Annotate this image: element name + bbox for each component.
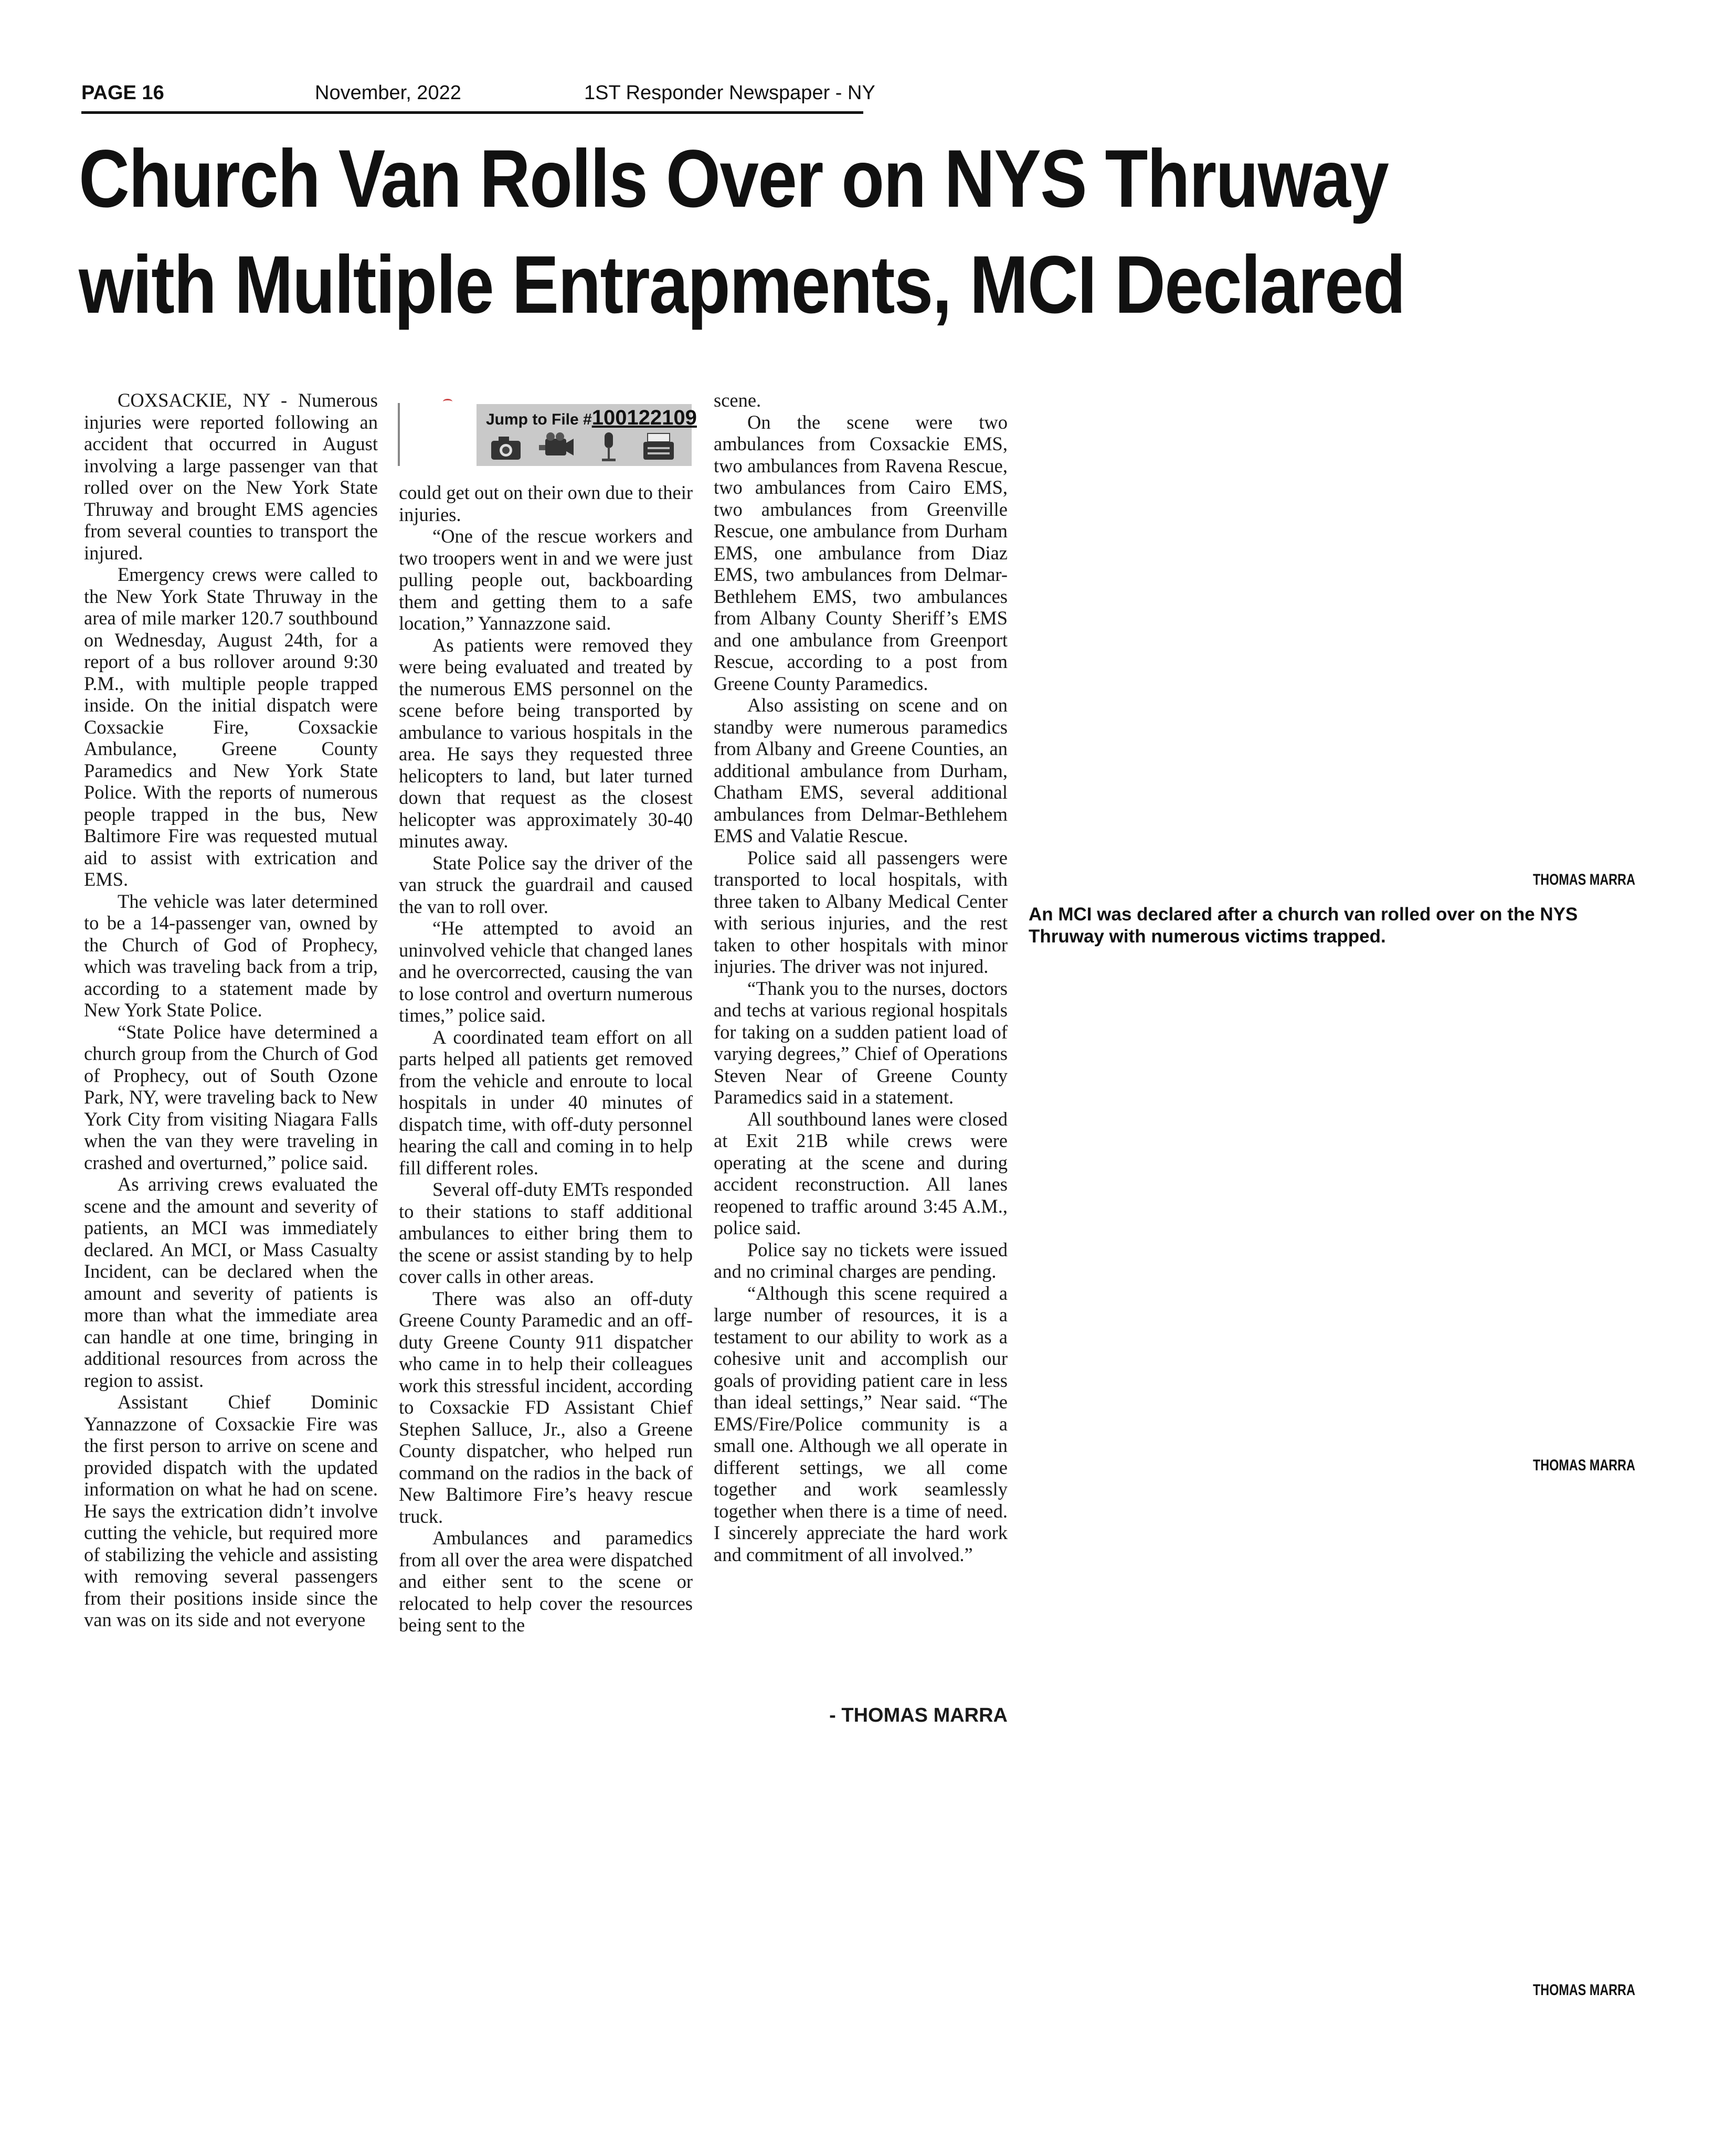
issue-date: November, 2022	[315, 82, 461, 104]
photo-credit: THOMAS MARRA	[1533, 1981, 1635, 1999]
jump-panel[interactable]	[477, 404, 697, 466]
paragraph: As patients were removed they were being evaluated and treated by the numerous EMS personnel on the scene before being transported by ambulance to various hospitals in the area. He says they requested three helicopters to land, but later turned down that request as the closest helicopter was approximately 30-40 minutes away.	[399, 634, 693, 852]
paragraph: “One of the rescue workers and two troopers went in and we were just pulling people out, backboarding them and getting them to a safe location,” Yannazzone said.	[399, 525, 693, 634]
paragraph: scene.	[714, 389, 761, 411]
paragraph: A coordinated team effort on all parts helped all patients get removed from the vehicle and enroute to local hospitals in under 40 minutes of dispatch time, with off-duty personnel hearing the call and coming in to help fill different roles.	[399, 1026, 693, 1179]
file-number: 100122109	[591, 406, 697, 429]
jump-label-text: Jump to File #	[486, 411, 592, 428]
jump-to-file-box[interactable]	[398, 399, 697, 467]
headline-line-2: with Multiple Entrapments, MCI Declared	[79, 239, 1405, 331]
jump-label	[486, 406, 697, 430]
typewriter-icon	[640, 431, 677, 463]
headline	[79, 126, 1455, 338]
paragraph: Police said all passengers were transported to local hospitals, with three taken to Albany Medical Center with serious injuries, and the rest taken to other hospitals with minor injuries. The driver was not injured.	[714, 846, 1008, 977]
paragraph: State Police say the driver of the van struck the guardrail and caused the van to roll over.	[399, 852, 693, 917]
paragraph: Several off-duty EMTs responded to their stations to staff additional ambulances to either bring them to the scene or assist standing by to help cover calls in other areas.	[399, 1179, 693, 1287]
photo-caption: An MCI was declared after a church van rolled over on the NYS Thruway with numerous victims trapped.	[1029, 904, 1578, 947]
paragraph: Also assisting on scene and on standby were numerous paramedics from Albany and Greene Counties, an additional ambulance from Durham, Chatham EMS, several additional ambulances from Delmar-Bethlehem EMS and Valatie Rescue.	[714, 694, 1008, 846]
paragraph: All southbound lanes were closed at Exit 21B while crews were operating at the scene and during accident reconstruction. All lanes reopened to traffic around 3:45 A.M., police said.	[714, 1108, 1008, 1238]
microphone-icon	[590, 431, 627, 463]
media-icons	[488, 431, 682, 463]
paragraph: “State Police have determined a church group from the Church of God of Prophecy, out of South Ozone Park, NY, were traveling back to New York City from visiting Niagara Falls when the van they were traveling in crashed and overturned,” police said.	[84, 1021, 378, 1173]
publication-name	[584, 82, 875, 104]
headline-line-1: Church Van Rolls Over on NYS Thruway	[79, 133, 1389, 225]
video-camera-icon	[538, 431, 575, 463]
paragraph: could get out on their own due to their injuries.	[399, 482, 693, 525]
article-column-1	[84, 389, 378, 1631]
article-column-2	[399, 482, 693, 1636]
page-number: PAGE 16	[81, 82, 164, 104]
photo-credit: THOMAS MARRA	[1533, 871, 1635, 888]
paragraph: The vehicle was later determined to be a 14-passenger van, owned by the Church of God of Prophecy, which was traveling back from a trip, according to a statement made by New York State Police.	[84, 890, 378, 1021]
publication-text: 1ST Responder Newspaper - NY	[584, 82, 875, 104]
byline: - THOMAS MARRA	[829, 1704, 1008, 1726]
divider	[398, 403, 400, 466]
photo-credit: THOMAS MARRA	[1533, 1457, 1635, 1474]
paragraph: COXSACKIE, NY - Numerous injuries were reported following an accident that occurred in August involving a large passenger van that rolled over on the New York State Thruway and brought EMS agencies from several counties to transport the injured.	[84, 389, 378, 564]
running-header	[81, 79, 875, 114]
paragraph: “Thank you to the nurses, doctors and techs at various regional hospitals for taking on a sudden patient load of varying degrees,” Chief of Operations Steven Near of Greene County Paramedics said in a statement.	[714, 977, 1008, 1108]
decorative-mark	[443, 399, 452, 405]
paragraph: “He attempted to avoid an uninvolved vehicle that changed lanes and he overcorrected, causing the van to lose control and overturn numerous times,” police said.	[399, 917, 693, 1026]
paragraph: Ambulances and paramedics from all over the area were dispatched and either sent to the scene or relocated to help cover the resources being sent to the	[399, 1527, 693, 1636]
paragraph: Emergency crews were called to the New York State Thruway in the area of mile marker 120.7 southbound on Wednesday, August 24th, for a report of a bus rollover around 9:30 P.M., with multiple people trapped inside. On the initial dispatch were Coxsackie Fire, Coxsackie Ambulance, Greene County Paramedics and New York State Police. With the reports of numerous people trapped in the bus, New Baltimore Fire was requested mutual aid to assist with extrication and EMS.	[84, 564, 378, 890]
article-column-3	[714, 389, 1008, 1565]
paragraph: Assistant Chief Dominic Yannazzone of Coxsackie Fire was the first person to arrive on scene and provided dispatch with the updated information on what he had on scene. He says the extrication didn’t involve cutting the vehicle, but required more of stabilizing the vehicle and assisting with removing several passengers from their positions inside since the van was on its side and not everyone	[84, 1391, 378, 1630]
paragraph: On the scene were two ambulances from Coxsackie EMS, two ambulances from Ravena Rescue, two ambulances from Cairo EMS, two ambulances from Greenville Rescue, one ambulance from Durham EMS, one ambulance from Diaz EMS, two ambulances from Delmar-Bethlehem EMS, two ambulances from Albany County Sheriff’s EMS and one ambulance from Greenport Rescue, according to a post from Greene County Paramedics.	[714, 411, 1008, 694]
paragraph: There was also an off-duty Greene County Paramedic and an off-duty Greene County 911 dispatcher who came in to help their colleagues work this stressful incident, according to Coxsackie FD Assistant Chief Stephen Salluce, Jr., also a Greene County dispatcher, who helped run command on the radios in the back of New Baltimore Fire’s heavy rescue truck.	[399, 1287, 693, 1527]
paragraph: As arriving crews evaluated the scene and the amount and severity of patients, an MCI was immediately declared. An MCI, or Mass Casualty Incident, can be declared when the amount and severity of patients is more than what the immediate area can handle at one time, bringing in additional resources from across the region to assist.	[84, 1173, 378, 1391]
paragraph: Police say no tickets were issued and no criminal charges are pending.	[714, 1238, 1008, 1282]
camera-icon	[488, 431, 525, 463]
paragraph: “Although this scene required a large number of resources, it is a testament to our ability to work as a cohesive unit and accomplish our goals of providing patient care in less than ideal settings,” Near said. “The EMS/Fire/Police community is a small one. Although we all operate in different settings, we all come together and work seamlessly together when there is a time of need. I sincerely appreciate the hard work and commitment of all involved.”	[714, 1282, 1008, 1565]
